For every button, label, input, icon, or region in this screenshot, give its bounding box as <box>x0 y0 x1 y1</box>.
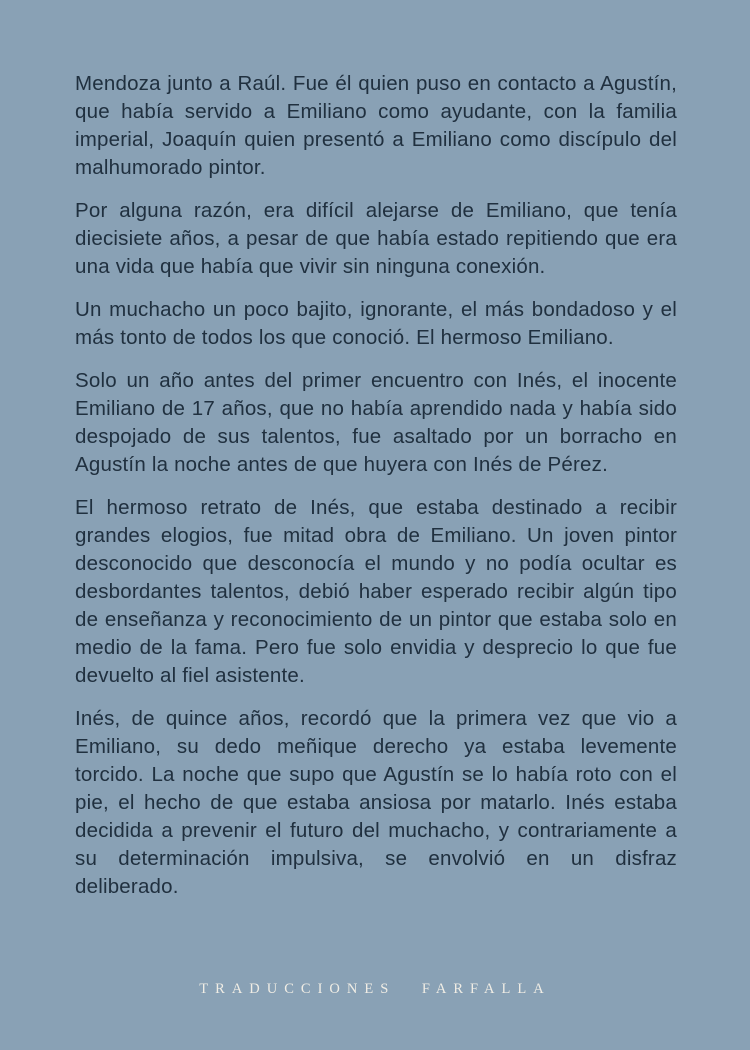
paragraph-5: El hermoso retrato de Inés, que estaba destinado a recibir grandes elogios, fue mitad obra de Emiliano. Un joven pintor desconocido que desconocía el mundo y no podía ocultar es desbordantes talentos, debió haber esperado recibir algún tipo de enseñanza y reconocimiento de un pintor que estaba solo en medio de la fama. Pero fue solo envidia y desprecio lo que fue devuelto al fiel asistente. <box>75 496 677 687</box>
translator-brand-label: TRADUCCIONES FARFALLA <box>199 981 551 997</box>
page-text-block <box>75 70 677 901</box>
paragraph-6: Inés, de quince años, recordó que la primera vez que vio a Emiliano, su dedo meñique derecho ya estaba levemente torcido. La noche que supo que Agustín se lo había roto con el pie, el hecho de que estaba ansiosa por matarlo. Inés estaba decidida a prevenir el futuro del muchacho, y contrariamente a su determinación impulsiva, se envolvió en un disfraz deliberado. <box>75 707 677 898</box>
paragraph-2: Por alguna razón, era difícil alejarse de Emiliano, que tenía diecisiete años, a pesar de que había estado repitiendo que era una vida que había que vivir sin ninguna conexión. <box>75 199 677 278</box>
paragraph-1: Mendoza junto a Raúl. Fue él quien puso en contacto a Agustín, que había servido a Emiliano como ayudante, con la familia imperial, Joaquín quien presentó a Emiliano como discípulo del malhumorado pintor. <box>75 72 677 179</box>
paragraph-4: Solo un año antes del primer encuentro con Inés, el inocente Emiliano de 17 años, que no había aprendido nada y había sido despojado de sus talentos, fue asaltado por un borracho en Agustín la noche antes de que huyera con Inés de Pérez. <box>75 369 677 476</box>
paragraph-3: Un muchacho un poco bajito, ignorante, el más bondadoso y el más tonto de todos los que conoció. El hermoso Emiliano. <box>75 298 677 349</box>
page-footer <box>0 980 750 998</box>
